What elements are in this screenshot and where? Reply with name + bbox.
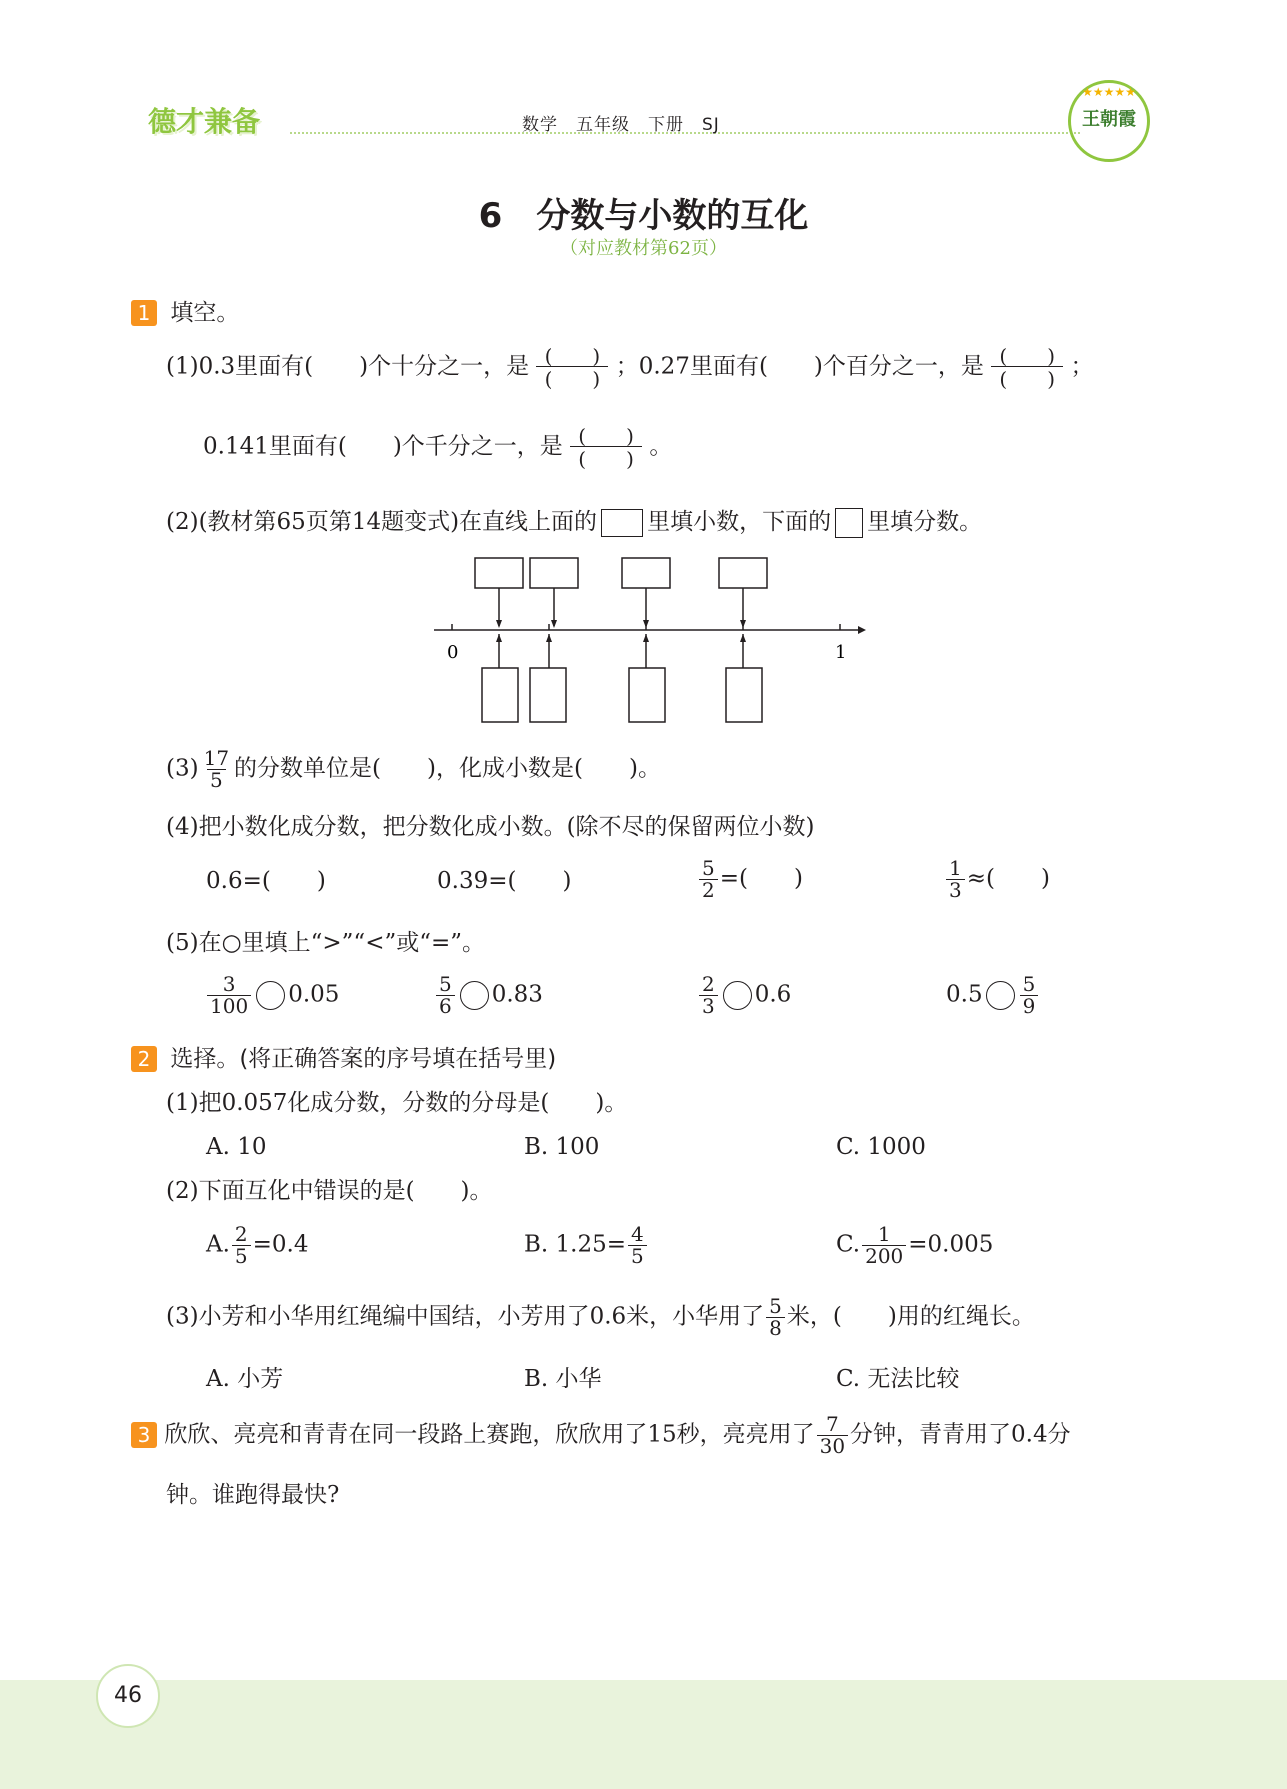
frac-den: 3 (946, 879, 965, 901)
q1-4-c (697, 858, 803, 901)
frac-num-blank: ( ) (578, 424, 634, 448)
q1-1-text-b: ；0.27里面有( )个百分之一，是 (615, 353, 984, 380)
label-zero: 0 (447, 642, 459, 663)
compare-circle[interactable] (460, 981, 489, 1010)
frac-num: 5 (439, 972, 452, 996)
q1-2-text-a: (2)(教材第65页第14题变式)在直线上面的 (166, 509, 598, 535)
q2-3-option-c[interactable]: C. 无法比较 (836, 1366, 960, 1392)
q1-4-d-val: ≈( ) (966, 865, 1050, 892)
fraction (766, 1296, 785, 1339)
compare-value: 0.83 (491, 981, 543, 1008)
frac-den: 100 (207, 995, 251, 1017)
label-one: 1 (835, 642, 847, 663)
fraction-box-4[interactable] (726, 668, 762, 722)
q2-1-option-c[interactable]: C. 1000 (836, 1134, 926, 1160)
book-info: 数学 五年级 下册 SJ (522, 115, 720, 135)
q1-2-text (166, 508, 982, 538)
q1-1-text-e: 。 (649, 433, 673, 460)
fraction-box-3[interactable] (629, 668, 665, 722)
frac-den-blank: ( ) (570, 446, 642, 469)
q3-text-a: 欣欣、亮亮和青青在同一段路上赛跑，欣欣用了15秒，亮亮用了 (164, 1421, 815, 1448)
frac-den: 8 (766, 1317, 785, 1339)
option-label: B. 1.25= (524, 1231, 627, 1258)
frac-den: 2 (699, 879, 718, 901)
compare-value: 0.05 (288, 981, 340, 1008)
frac-den: 3 (699, 995, 718, 1017)
frac-num-blank: ( ) (999, 344, 1056, 368)
frac-den-blank: ( ) (536, 366, 608, 389)
page-subtitle: （对应教材第62页） (560, 238, 727, 259)
blank-fraction (570, 426, 642, 469)
q1-1-text-d: 0.141里面有( )个千分之一，是 (203, 433, 563, 460)
decimal-box-4[interactable] (719, 558, 767, 588)
q2-1-option-b[interactable]: B. 100 (524, 1134, 600, 1160)
frac-num: 3 (222, 972, 236, 996)
answer-box-upper (601, 509, 643, 537)
compare-value: 0.5 (946, 981, 983, 1008)
q2-3-option-b[interactable]: B. 小华 (524, 1366, 602, 1392)
frac-num: 1 (877, 1222, 891, 1246)
fraction (201, 748, 232, 791)
option-value: =0.005 (908, 1231, 994, 1258)
page-number: 46 (114, 1683, 142, 1708)
frac-num: 5 (1022, 972, 1036, 996)
footer-band (0, 1680, 1287, 1789)
compare-circle[interactable] (256, 981, 285, 1010)
q1-2-text-c: 里填分数。 (867, 509, 983, 535)
frac-num-blank: ( ) (544, 344, 601, 368)
frac-den: 30 (817, 1435, 848, 1457)
section-3-line1 (131, 1414, 1071, 1457)
stars-icon: ★★★★★ (1082, 85, 1136, 99)
q2-3-text-b: 米，( )用的红绳长。 (786, 1303, 1035, 1330)
number-line-diagram (420, 548, 880, 728)
decimal-box-3[interactable] (622, 558, 670, 588)
q2-1-text: (1)把0.057化成分数，分数的分母是( )。 (166, 1090, 628, 1116)
frac-num: 2 (234, 1222, 248, 1246)
q1-4-d (944, 858, 1050, 901)
q1-1-line1 (166, 346, 1094, 389)
frac-den-blank: ( ) (991, 366, 1063, 389)
frac-num: 5 (769, 1294, 782, 1318)
q2-2-text: (2)下面互化中错误的是( )。 (166, 1178, 493, 1204)
fraction (436, 974, 455, 1017)
decimal-box-1[interactable] (475, 558, 523, 588)
fraction (207, 974, 251, 1017)
frac-den: 200 (862, 1245, 906, 1267)
fraction (946, 858, 965, 901)
q1-3-label: (3) (166, 755, 199, 782)
q1-5-c (697, 974, 791, 1017)
blank-fraction (991, 346, 1063, 389)
fraction-box-2[interactable] (530, 668, 566, 722)
option-label: A. (206, 1231, 230, 1258)
q1-1-text-a: (1)0.3里面有( )个十分之一，是 (166, 353, 530, 380)
q1-5-a (205, 974, 339, 1017)
seal-logo (1068, 80, 1150, 162)
frac-num: 1 (949, 856, 962, 880)
q1-5-b (434, 974, 543, 1017)
section-3-line2: 钟。谁跑得最快? (166, 1482, 340, 1508)
fraction (699, 858, 718, 901)
frac-num: 17 (203, 746, 230, 770)
q1-1-line2 (203, 426, 672, 469)
seal-text: 王朝霞 (1082, 109, 1136, 130)
section-badge: 1 (131, 300, 157, 326)
q1-5-text: (5)在○里填上“>”“<”或“=”。 (166, 930, 486, 956)
q2-3-text (166, 1296, 1035, 1339)
frac-den: 5 (207, 769, 226, 791)
frac-den: 6 (436, 995, 455, 1017)
q2-2-option-c[interactable] (836, 1224, 993, 1267)
q2-2-option-a[interactable] (206, 1224, 309, 1267)
q1-4-a: 0.6=( ) (206, 868, 326, 894)
section-1-heading (131, 300, 239, 326)
blank-fraction (536, 346, 608, 389)
fraction (699, 974, 718, 1017)
section-2-heading (131, 1046, 556, 1072)
frac-den: 5 (232, 1245, 251, 1267)
q1-5-d (946, 974, 1040, 1017)
fraction (862, 1224, 906, 1267)
q2-1-option-a[interactable]: A. 10 (206, 1134, 267, 1160)
frac-num: 5 (702, 856, 715, 880)
q1-4-c-val: =( ) (719, 865, 803, 892)
frac-num: 7 (825, 1412, 839, 1436)
q1-3-rest: 的分数单位是( )，化成小数是( )。 (234, 755, 661, 782)
fraction (232, 1224, 251, 1267)
frac-num: 4 (631, 1222, 644, 1246)
frac-den: 9 (1020, 995, 1039, 1017)
decimal-box-2[interactable] (530, 558, 578, 588)
page-title: 6 分数与小数的互化 (478, 196, 809, 236)
q1-4-b: 0.39=( ) (437, 868, 572, 894)
fraction (628, 1224, 647, 1267)
q2-2-option-b[interactable] (524, 1224, 649, 1267)
fraction-box-1[interactable] (482, 668, 518, 722)
q2-3-text-a: (3)小芳和小华用红绳编中国结，小芳用了0.6米，小华用了 (166, 1303, 765, 1330)
q1-2-text-b: 里填小数，下面的 (647, 509, 832, 535)
frac-den: 5 (628, 1245, 647, 1267)
page-number-badge (96, 1664, 160, 1728)
frac-num: 2 (702, 972, 715, 996)
compare-circle[interactable] (986, 981, 1015, 1010)
header-logo: 德才兼备 (148, 105, 261, 138)
section-badge: 3 (131, 1422, 157, 1448)
compare-value: 0.6 (754, 981, 792, 1008)
q1-1-text-c: ； (1070, 353, 1094, 380)
option-value: =0.4 (252, 1231, 309, 1258)
section-badge: 2 (131, 1046, 157, 1072)
q1-3-text (166, 748, 661, 791)
q2-3-option-a[interactable]: A. 小芳 (206, 1366, 284, 1392)
q3-text-b: 分钟，青青用了0.4分 (850, 1421, 1071, 1448)
fraction (817, 1414, 848, 1457)
section-1-title: 填空。 (170, 300, 240, 326)
section-2-title: 选择。(将正确答案的序号填在括号里) (170, 1046, 557, 1072)
answer-box-lower (835, 508, 863, 538)
compare-circle[interactable] (723, 981, 752, 1010)
q1-4-text: (4)把小数化成分数，把分数化成小数。(除不尽的保留两位小数) (166, 814, 815, 840)
fraction (1020, 974, 1039, 1017)
option-label: C. (836, 1231, 861, 1258)
